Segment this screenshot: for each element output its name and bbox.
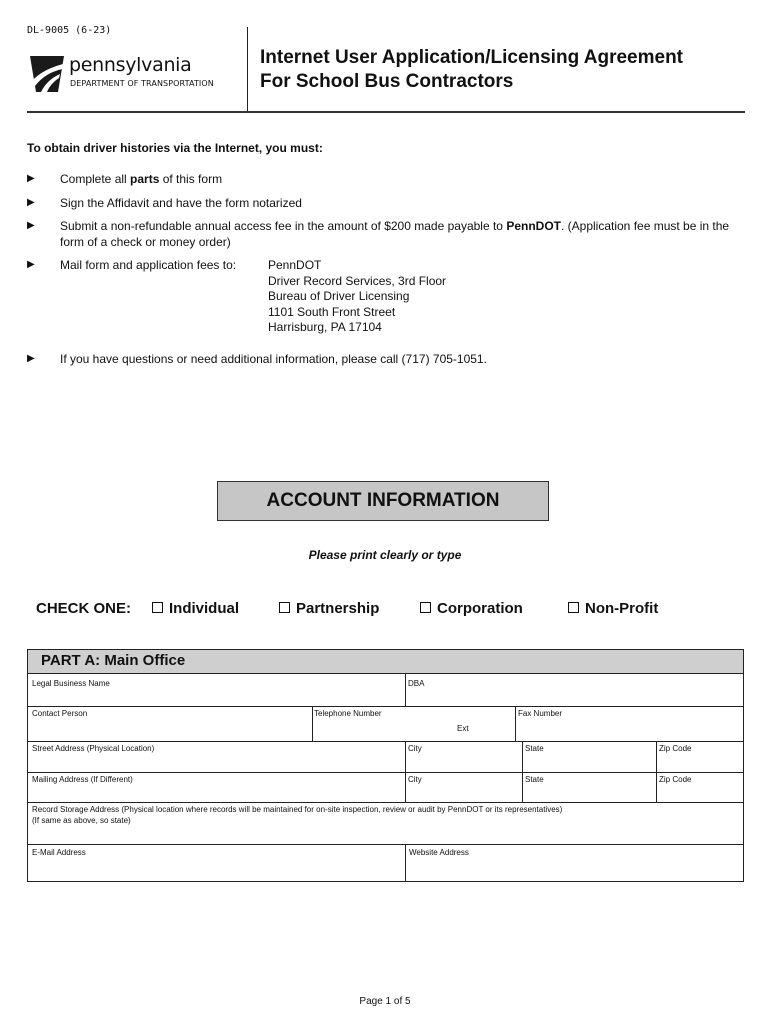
- mailing-state-field[interactable]: State: [525, 775, 544, 784]
- contact-person-field[interactable]: Contact Person: [32, 709, 88, 718]
- legal-business-name-field[interactable]: Legal Business Name: [32, 679, 110, 688]
- arrow-icon: ▶: [27, 220, 35, 231]
- checkbox-individual[interactable]: Individual: [152, 600, 239, 617]
- zip-code-field[interactable]: Zip Code: [659, 744, 692, 753]
- logo-department: DEPARTMENT OF TRANSPORTATION: [70, 79, 214, 88]
- keystone-icon: [27, 54, 67, 94]
- record-storage-address-field[interactable]: Record Storage Address (Physical location where records will be maintained for on-site inspection, review or audit by PennDOT or its representatives) (If same as above, so state): [32, 805, 563, 825]
- state-field[interactable]: State: [525, 744, 544, 753]
- email-field[interactable]: E-Mail Address: [32, 848, 86, 857]
- arrow-icon: ▶: [27, 259, 35, 270]
- website-field[interactable]: Website Address: [409, 848, 469, 857]
- arrow-icon: ▶: [27, 197, 35, 208]
- dba-field[interactable]: DBA: [408, 679, 425, 688]
- mailing-address: PennDOT Driver Record Services, 3rd Floor Bureau of Driver Licensing 1101 South Front Street Harrisburg, PA 17104: [268, 258, 447, 334]
- page-number: Page 1 of 5: [359, 996, 411, 1007]
- city-field[interactable]: City: [408, 744, 422, 753]
- checkbox-nonprofit[interactable]: Non-Profit: [568, 600, 658, 617]
- main-office-form: [27, 674, 744, 882]
- checkbox-icon[interactable]: [279, 602, 290, 613]
- checkbox-icon[interactable]: [152, 602, 163, 613]
- check-one-label: CHECK ONE:: [36, 600, 132, 617]
- checkbox-icon[interactable]: [568, 602, 579, 613]
- arrow-icon: ▶: [27, 353, 35, 364]
- checkbox-corporation[interactable]: Corporation: [420, 600, 523, 617]
- ext-field[interactable]: Ext: [457, 724, 469, 733]
- mailing-address-field[interactable]: Mailing Address (If Different): [32, 775, 133, 784]
- checkbox-partnership[interactable]: Partnership: [279, 600, 379, 617]
- header-divider: [247, 27, 248, 111]
- telephone-field[interactable]: Telephone Number: [314, 709, 382, 718]
- mailing-zip-code-field[interactable]: Zip Code: [659, 775, 692, 784]
- account-information-heading: ACCOUNT INFORMATION: [217, 481, 549, 521]
- penndot-logo: [27, 54, 222, 94]
- print-note: Please print clearly or type: [308, 548, 462, 562]
- form-number: DL-9005 (6-23): [27, 25, 112, 36]
- title-line-1: Internet User Application/Licensing Agreement: [260, 47, 684, 68]
- checkbox-icon[interactable]: [420, 602, 431, 613]
- page-title: [260, 46, 683, 94]
- mailing-city-field[interactable]: City: [408, 775, 422, 784]
- logo-wordmark: pennsylvania: [69, 54, 192, 76]
- street-address-field[interactable]: Street Address (Physical Location): [32, 744, 155, 753]
- title-line-2: For School Bus Contractors: [260, 71, 514, 92]
- intro-text: To obtain driver histories via the Internet, you must:: [27, 141, 323, 155]
- fax-field[interactable]: Fax Number: [518, 709, 563, 718]
- part-a-heading: PART A: Main Office: [27, 649, 744, 674]
- arrow-icon: ▶: [27, 173, 35, 184]
- header-rule: [27, 111, 745, 113]
